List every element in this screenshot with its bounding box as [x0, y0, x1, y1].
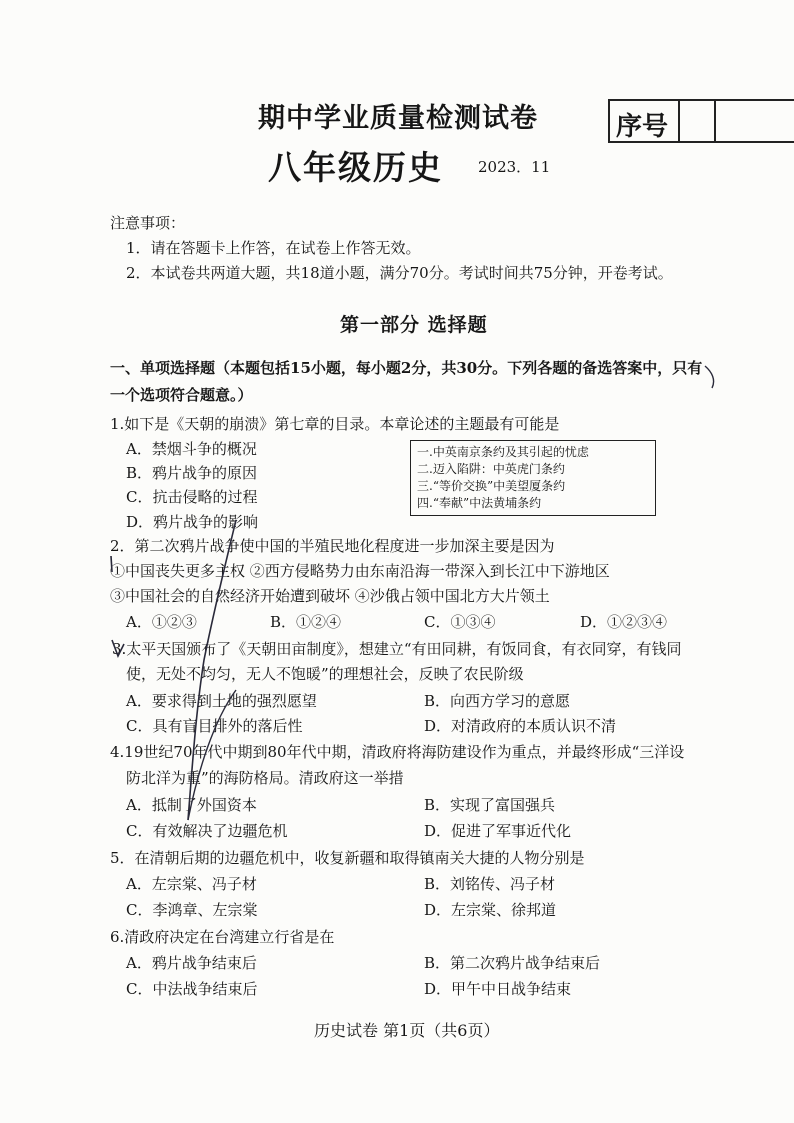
question-6-option-c[interactable]: C．中法战争结束后: [126, 980, 258, 998]
question-2-statements: ③中国社会的自然经济开始遭到破坏 ④沙俄占领中国北方大片领土: [110, 587, 550, 605]
sequence-label: 序号: [616, 112, 669, 142]
pen-stroke: [188, 520, 236, 820]
pen-stroke: [705, 366, 714, 388]
question-2-option-b[interactable]: B．①②④: [270, 613, 342, 631]
part-title: 第一部分 选择题: [340, 314, 488, 336]
question-6-option-b[interactable]: B．第二次鸦片战争结束后: [424, 954, 601, 972]
question-1-option-b[interactable]: B．鸦片战争的原因: [126, 464, 258, 482]
question-4-option-c[interactable]: C．有效解决了边疆危机: [126, 822, 288, 840]
question-3-option-c[interactable]: C．具有盲目排外的落后性: [126, 717, 303, 735]
question-6-option-a[interactable]: A．鸦片战争结束后: [126, 954, 257, 972]
question-3-stem: 使，无处不均匀，无人不饱暖”的理想社会，反映了农民阶级: [126, 665, 524, 683]
question-2-stem: 2．第二次鸦片战争使中国的半殖民地化程度进一步加深主要是因为: [110, 537, 555, 555]
question-4-option-b[interactable]: B．实现了富国强兵: [424, 796, 556, 814]
question-1-stem: 1.如下是《天朝的崩溃》第七章的目录。本章论述的主题最有可能是: [110, 415, 560, 433]
exam-subtitle: 八年级历史: [268, 148, 443, 187]
toc-item: 一.中英南京条约及其引起的忧虑: [417, 445, 589, 459]
toc-item: 二.迈入陷阱：中英虎门条约: [417, 462, 565, 476]
section-instructions: 一、单项选择题（本题包括15小题，每小题2分，共30分。下列各题的备选答案中，只有: [110, 359, 703, 377]
question-1-option-c[interactable]: C．抗击侵略的过程: [126, 488, 258, 506]
question-6-option-d[interactable]: D．甲午中日战争结束: [424, 980, 572, 998]
question-1-option-d[interactable]: D．鸦片战争的影响: [126, 513, 259, 531]
question-1-option-a[interactable]: A．禁烟斗争的概况: [126, 440, 257, 458]
pen-stroke: [188, 690, 236, 820]
note-item: 2．本试卷共两道大题，共18道小题，满分70分。考试时间共75分钟，开卷考试。: [126, 264, 673, 282]
section-instructions: 一个选项符合题意。）: [110, 386, 253, 404]
question-5-option-c[interactable]: C．李鸿章、左宗棠: [126, 901, 258, 919]
question-2-option-d[interactable]: D．①②③④: [580, 613, 668, 631]
question-3-option-a[interactable]: A．要求得到土地的强烈愿望: [126, 692, 317, 710]
question-3-stem: 3.太平天国颁布了《天朝田亩制度》，想建立“有田同耕，有饭同食，有衣同穿，有钱同: [112, 640, 682, 658]
question-5-option-a[interactable]: A．左宗棠、冯子材: [126, 875, 257, 893]
question-3-option-d[interactable]: D．对清政府的本质认识不清: [424, 717, 617, 735]
question-2-option-a[interactable]: A．①②③: [126, 613, 197, 631]
question-6-stem: 6.清政府决定在台湾建立行省是在: [110, 928, 335, 946]
question-4-option-a[interactable]: A．抵制了外国资本: [126, 796, 257, 814]
question-4-option-d[interactable]: D．促进了军事近代化: [424, 822, 572, 840]
question-4-stem: 防北洋为重”的海防格局。清政府这一举措: [126, 769, 404, 787]
question-3-option-b[interactable]: B．向西方学习的意愿: [424, 692, 571, 710]
question-4-stem: 4.19世纪70年代中期到80年代中期，清政府将海防建设作为重点，并最终形成“三洋设: [110, 743, 685, 761]
toc-item: 四.“奉献”中法黄埔条约: [417, 496, 542, 510]
question-2-option-c[interactable]: C．①③④: [424, 613, 496, 631]
toc-item: 三.“等价交换”中美望厦条约: [417, 479, 566, 493]
pen-tick: [112, 640, 124, 656]
question-5-stem: 5．在清朝后期的边疆危机中，收复新疆和取得镇南关大捷的人物分别是: [110, 849, 585, 867]
question-5-option-b[interactable]: B．刘铭传、冯子材: [424, 875, 556, 893]
exam-date: 2023．11: [478, 158, 551, 176]
pen-stroke: [111, 556, 112, 572]
exam-title: 期中学业质量检测试卷: [258, 103, 538, 134]
page-footer: 历史试卷 第1页（共6页）: [314, 1021, 500, 1040]
note-item: 1．请在答题卡上作答，在试卷上作答无效。: [126, 239, 421, 257]
notes-heading: 注意事项：: [110, 214, 186, 232]
question-2-statements: ①中国丧失更多主权 ②西方侵略势力由东南沿海一带深入到长江中下游地区: [110, 562, 610, 580]
question-5-option-d[interactable]: D．左宗棠、徐邦道: [424, 901, 557, 919]
